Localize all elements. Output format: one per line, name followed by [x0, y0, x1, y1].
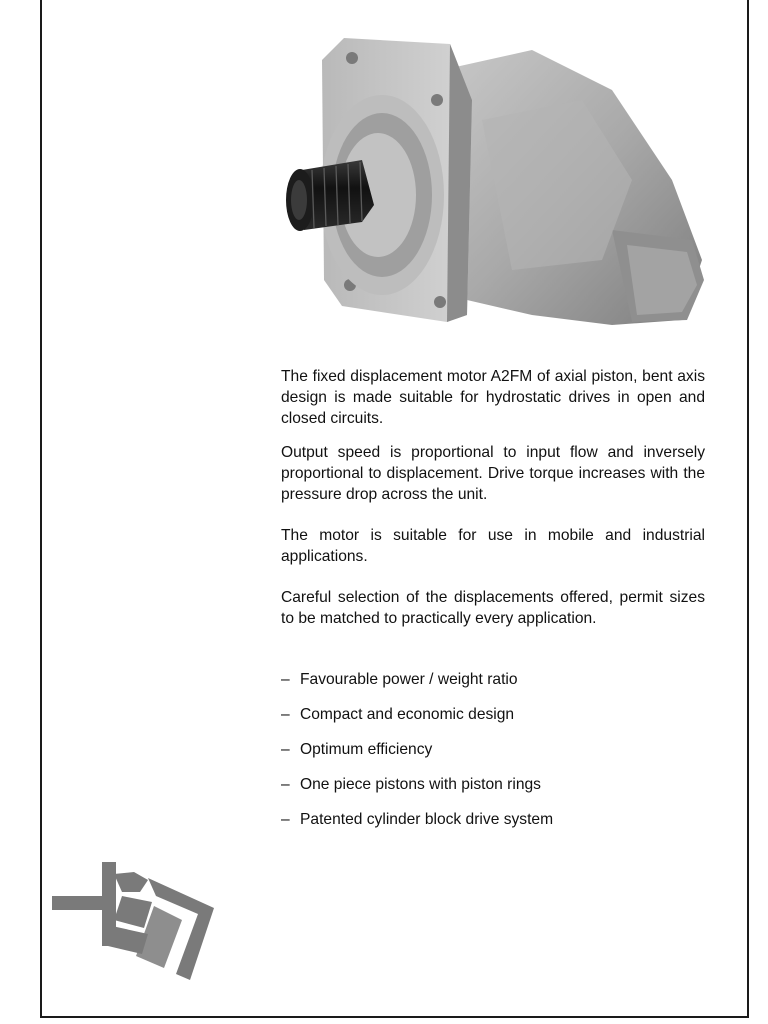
bullet-dash: –	[281, 811, 290, 828]
speed-torque-paragraph: Output speed is proportional to input flow and inversely proportional to displacement. Drive torque increases with the pressure drop across the unit.	[281, 444, 705, 503]
company-logo-icon	[52, 862, 216, 980]
feature-text: Optimum efficiency	[300, 741, 433, 758]
feature-text: Compact and economic design	[300, 706, 515, 723]
feature-text: Favourable power / weight ratio	[300, 671, 518, 688]
intro-paragraph: The fixed displacement motor A2FM of axial piston, bent axis design is made suitable for hydrostatic drives in open and closed circuits.	[281, 368, 705, 427]
bullet-dash: –	[281, 706, 290, 723]
applications-paragraph: The motor is suitable for use in mobile and industrial applications.	[281, 527, 705, 565]
bullet-dash: –	[281, 671, 290, 688]
feature-list	[281, 669, 705, 844]
list-item	[281, 739, 705, 774]
bullet-dash: –	[281, 776, 290, 793]
displacement-paragraph: Careful selection of the displacements offered, permit sizes to be matched to practically every application.	[281, 589, 705, 627]
motor-photo	[282, 30, 707, 330]
description	[281, 366, 705, 642]
list-item	[281, 774, 705, 809]
list-item	[281, 669, 705, 704]
bullet-dash: –	[281, 741, 290, 758]
feature-text: One piece pistons with piston rings	[300, 776, 541, 793]
list-item	[281, 809, 705, 844]
feature-text: Patented cylinder block drive system	[300, 811, 554, 828]
list-item	[281, 704, 705, 739]
